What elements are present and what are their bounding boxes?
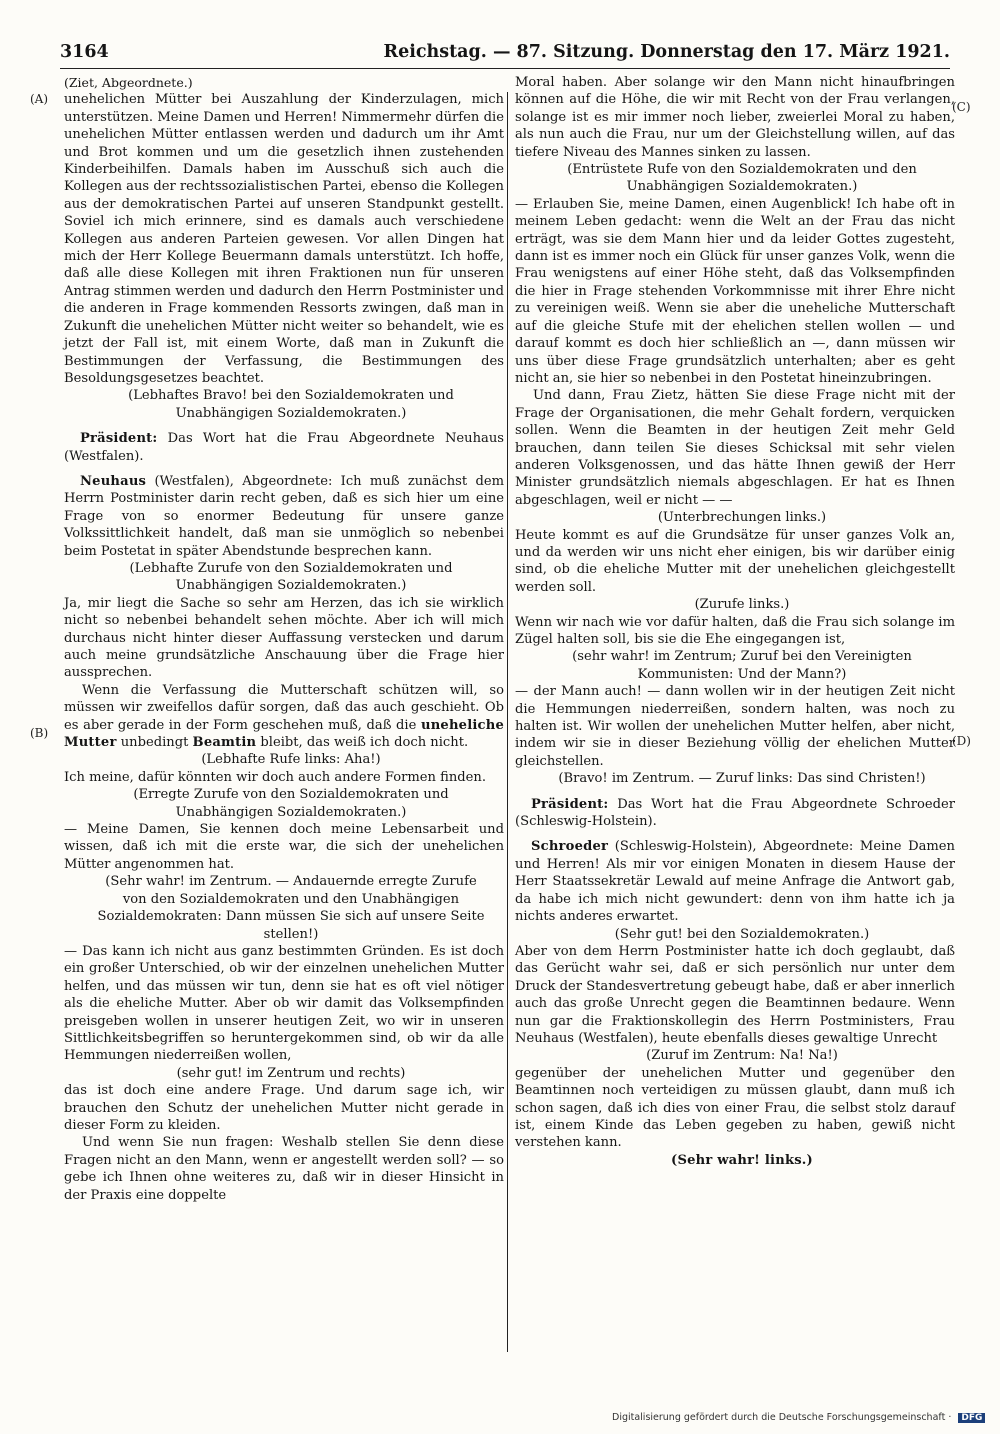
speaker-name: Präsident: (80, 431, 158, 447)
paragraph-text: Das Wort hat die Frau Abgeordnete Neuhaus (Westfalen). (64, 431, 504, 464)
interjection: (Erregte Zurufe von den Sozialdemokraten und Unabhängigen Sozialdemokraten.) (133, 787, 449, 820)
interjection (515, 1152, 955, 1169)
interjection: (Zurufe links.) (694, 597, 790, 613)
speaker-paragraph (64, 430, 504, 465)
margin-marker-c: (C) (952, 100, 971, 114)
paragraph: — der Mann auch! — dann wollen wir in der heutigen Zeit nicht die Hemmungen niederreißen, sondern halten, was noch zu halten ist. Wir wollen der unehelichen Mutter helfen, aber nicht, indem wir sie in dieser Beziehung völlig der ehelichen Mutter gleichstellen. (515, 684, 955, 769)
emphasis: uneheliche Mutter (64, 717, 504, 751)
paragraph: Heute kommt es auf die Grundsätze für unser ganzes Volk an, und da werden wir uns nicht eher einigen, bis wir darüber einig sind, ob die eheliche Mutter mit der unehelichen gleichgestellt werden soll. (515, 527, 955, 595)
speaker-name: Präsident: (531, 796, 609, 812)
interjection: (sehr wahr! im Zentrum; Zuruf bei den Vereinigten Kommunisten: Und der Mann?) (572, 649, 912, 682)
interjection: (Sehr wahr! im Zentrum. — Andauernde erregte Zurufe von den Sozialdemokraten und den Unabhängigen Sozialdemokraten: Dann müssen Sie sich auf unsere Seite stellen!) (97, 874, 485, 942)
paragraph: — Erlauben Sie, meine Damen, einen Augenblick! Ich habe oft in meinem Leben gedacht: wenn die Welt an der Frau das nicht erträgt, was sie dem Mann hier und da leider Gottes zugesteht, dann ist es immer noch ein Glück für unser ganzes Volk, wenn die Frau wenigstens auf einer Höhe steht, daß das Volksempfinden die hier in Frage stehenden Vorkommnisse mit ihrer Ehre nicht zu vereinigen weiß. Wenn sie aber die uneheliche Mutterschaft auf die gleiche Stufe mit der ehelichen stellen wollen — und darauf kommt es doch hier schließlich an —, dann müssen wir uns über diese Frage grundsätzlich unterhalten; aber es geht nicht an, sie hier so nebenbei in den Postetat hineinzubringen. (515, 196, 955, 386)
margin-marker-b: (B) (30, 726, 49, 740)
speaker-continuation-marker: (Ziet, Abgeordnete.) (64, 75, 193, 90)
paragraph: das ist doch eine andere Frage. Und darum sage ich, wir brauchen den Schutz der unehelichen Mutter nicht gerade in dieser Form zu kleiden. (64, 1083, 504, 1133)
paragraph-text: unbedingt (120, 735, 189, 751)
interjection: (Unterbrechungen links.) (657, 510, 827, 526)
speaker-paragraph (515, 838, 955, 925)
paragraph: unehelichen Mütter bei Auszahlung der Kinderzulagen, mich unterstützen. Meine Damen und Herren! Nimmermehr dürfen die unehelichen Mütter entlassen werden und dadurch um ihr Amt und Brot kommen und um die gesetzlich ihnen zustehenden Kinderbeihilfen. Damals haben im Ausschuß sich auch die Kollegen aus der rechtssozialistischen Partei, ebenso die Kollegen aus der demokratischen Partei auf unseren Standpunkt gestellt. Soviel ich mich erinnere, sind es damals auch verschiedene Kollegen aus anderen Parteien gewesen. Vor allen Dingen hat mich der Herr Kollege Beuermann damals unterstützt. Ich hoffe, daß alle diese Kollegen mit ihren Fraktionen nun für unseren Antrag stimmen werden und dadurch den Herrn Postminister und die anderen in Frage kommenden Ressorts zwingen, daß man in Zukunft die unehelichen Mütter nicht weiter so behandelt, wie es jetzt der Fall ist, mit einem Worte, daß man in Zukunft die Bestimmungen der Verfassung, die Bestimmungen des Besoldungsgesetzes beachtet. (64, 92, 504, 386)
interjection: (Lebhafte Zurufe von den Sozialdemokraten und Unabhängigen Sozialdemokraten.) (129, 560, 453, 594)
dfg-logo-icon: DFG (958, 1413, 985, 1423)
page-header (60, 42, 950, 70)
paragraph: Aber von dem Herrn Postminister hatte ich doch geglaubt, daß das Gerücht wahr sei, daß er sich persönlich nur unter dem Druck der Standesvertretung gebeugt habe, daß er aber innerlich auch das große Unrecht gegen die Beamtinnen bedaure. Wenn nun gar die Fraktionskollegin des Herrn Postministers, Frau Neuhaus (Westfalen), heute ebenfalls dieses gewaltige Unrecht (515, 943, 955, 1046)
paragraph-text: bleibt, das weiß ich doch nicht. (260, 735, 469, 751)
header-rule (60, 68, 950, 69)
margin-marker-a: (A) (30, 92, 49, 106)
paragraph: — Meine Damen, Sie kennen doch meine Lebensarbeit und wissen, daß ich mit die erste war, die sich der unehelichen Mütter angenommen hat. (64, 822, 504, 872)
paragraph: Und wenn Sie nun fragen: Weshalb stellen Sie denn diese Fragen nicht an den Mann, wenn er angestellt werden soll? — so gebe ich Ihnen ohne weiteres zu, daß wir in dieser Hinsicht in der Praxis eine doppelte (64, 1135, 504, 1203)
paragraph-text: (Westfalen), Abgeordnete: Ich muß zunächst dem Herrn Postminister darin recht geben, daß es sich hier um eine Frage von so enormer Bedeutung für unsere ganze Volkssittlichkeit handelt, daß man sie unmöglich so nebenbei beim Postetat in später Abendstunde besprechen kann. (64, 473, 504, 559)
paragraph-text: Das Wort hat die Frau Abgeordnete Schroeder (Schleswig-Holstein). (515, 796, 955, 830)
interjection: (Lebhafte Rufe links: Aha!) (201, 752, 381, 768)
paragraph: Moral haben. Aber solange wir den Mann nicht hinaufbringen können auf die Höhe, die wir mit Recht von der Frau verlangen, solange ist es mir immer noch lieber, zweierlei Moral zu haben, als nun auch die Frau, nur um der Gleichstellung willen, auf das tiefere Niveau des Mannes sinken zu lassen. (515, 75, 955, 160)
paragraph: Wenn wir nach wie vor dafür halten, daß die Frau sich solange im Zügel halten soll, bis sie die Ehe eingegangen ist, (515, 614, 955, 647)
interjection: (Sehr gut! bei den Sozialdemokraten.) (614, 926, 870, 942)
right-column (515, 74, 955, 1169)
column-divider (507, 92, 508, 1352)
paragraph: gegenüber der unehelichen Mutter und gegenüber den Beamtinnen noch verteidigen zu müssen glaubt, dann muß ich schon sagen, daß ich dies von einer Frau, die selbst stolz darauf ist, einem Kinde das Leben gegeben zu haben, gewiß nicht verstehen kann. (515, 1065, 955, 1151)
footer-text: Digitalisierung gefördert durch die Deutsche Forschungsgemeinschaft · (612, 1412, 952, 1423)
interjection: (Zuruf im Zentrum: Na! Na!) (646, 1048, 838, 1064)
footer-credit (612, 1412, 992, 1428)
speaker-paragraph (64, 473, 504, 560)
paragraph: Ja, mir liegt die Sache so sehr am Herzen, das ich sie wirklich nicht so nebenbei behandelt sehen möchte. Aber ich will mich durchaus nicht hinter dieser Auffassung verstecken und darum auch meine grundsätzliche Anschauung über die Frage hier aussprechen. (64, 595, 504, 681)
interjection: (Lebhaftes Bravo! bei den Sozialdemokraten und Unabhängigen Sozialdemokraten.) (128, 388, 454, 421)
paragraph: — Das kann ich nicht aus ganz bestimmten Gründen. Es ist doch ein großer Unterschied, ob wir der einzelnen unehelichen Mutter helfen, und das müssen wir tun, denn sie hat es oft viel nötiger als die eheliche Mutter. Aber ob wir damit das Volksempfinden preisgeben wollen in unserer heutigen Zeit, wo wir in unseren Sittlichkeitsbegriffen so heruntergekommen sind, ob wir da alle Hemmungen niederreißen wollen, (64, 943, 504, 1064)
paragraph-text: Wenn die Verfassung die Mutterschaft schützen will, so müssen wir zweifellos dafür sorgen, daß das auch geschieht. Ob es aber gerade in der Form geschehen muß, daß die (64, 682, 504, 733)
speaker-name: Schroeder (531, 839, 609, 855)
paragraph: Und dann, Frau Zietz, hätten Sie diese Frage nicht mit der Frage der Organisationen, die mehr Gehalt fordern, verquicken sollen. Wenn die Beamten in der heutigen Zeit mehr Geld brauchen, dann teilen Sie dieses Schicksal mit sehr vielen anderen Volksgenossen, und das hätte Ihnen gewiß der Herr Minister grundsätzlich niemals abgeschlagen. Er hat es Ihnen abgeschlagen, weil er nicht — — (515, 388, 955, 508)
interjection: (sehr gut! im Zentrum und rechts) (176, 1065, 406, 1081)
paragraph: Ich meine, dafür könnten wir doch auch andere Formen finden. (64, 769, 487, 785)
paragraph-text: (Schleswig-Holstein), Abgeordnete: Meine Damen und Herren! Als mir vor einigen Monaten in diesem Hause der Herr Staatssekretär Lewald auf meine Anfrage die Antwort gab, da habe ich mich nicht gewundert: denn von ihm hatte ich ja nichts anderes erwartet. (515, 839, 955, 925)
page-number: 3164 (60, 42, 109, 62)
margin-marker-d: (D) (952, 734, 971, 748)
interjection: (Bravo! im Zentrum. — Zuruf links: Das sind Christen!) (558, 771, 926, 787)
speaker-name: Neuhaus (80, 473, 147, 489)
left-column (64, 74, 504, 1204)
emphasis: Beamtin (192, 735, 257, 751)
interjection: (Entrüstete Rufe von den Sozialdemokraten und den Unabhängigen Sozialdemokraten.) (567, 162, 917, 195)
running-title: Reichstag. — 87. Sitzung. Donnerstag den 17. März 1921. (383, 42, 950, 62)
closing-interjection: (Sehr wahr! links.) (671, 1152, 813, 1168)
speaker-paragraph (515, 796, 955, 831)
paragraph (64, 682, 504, 752)
